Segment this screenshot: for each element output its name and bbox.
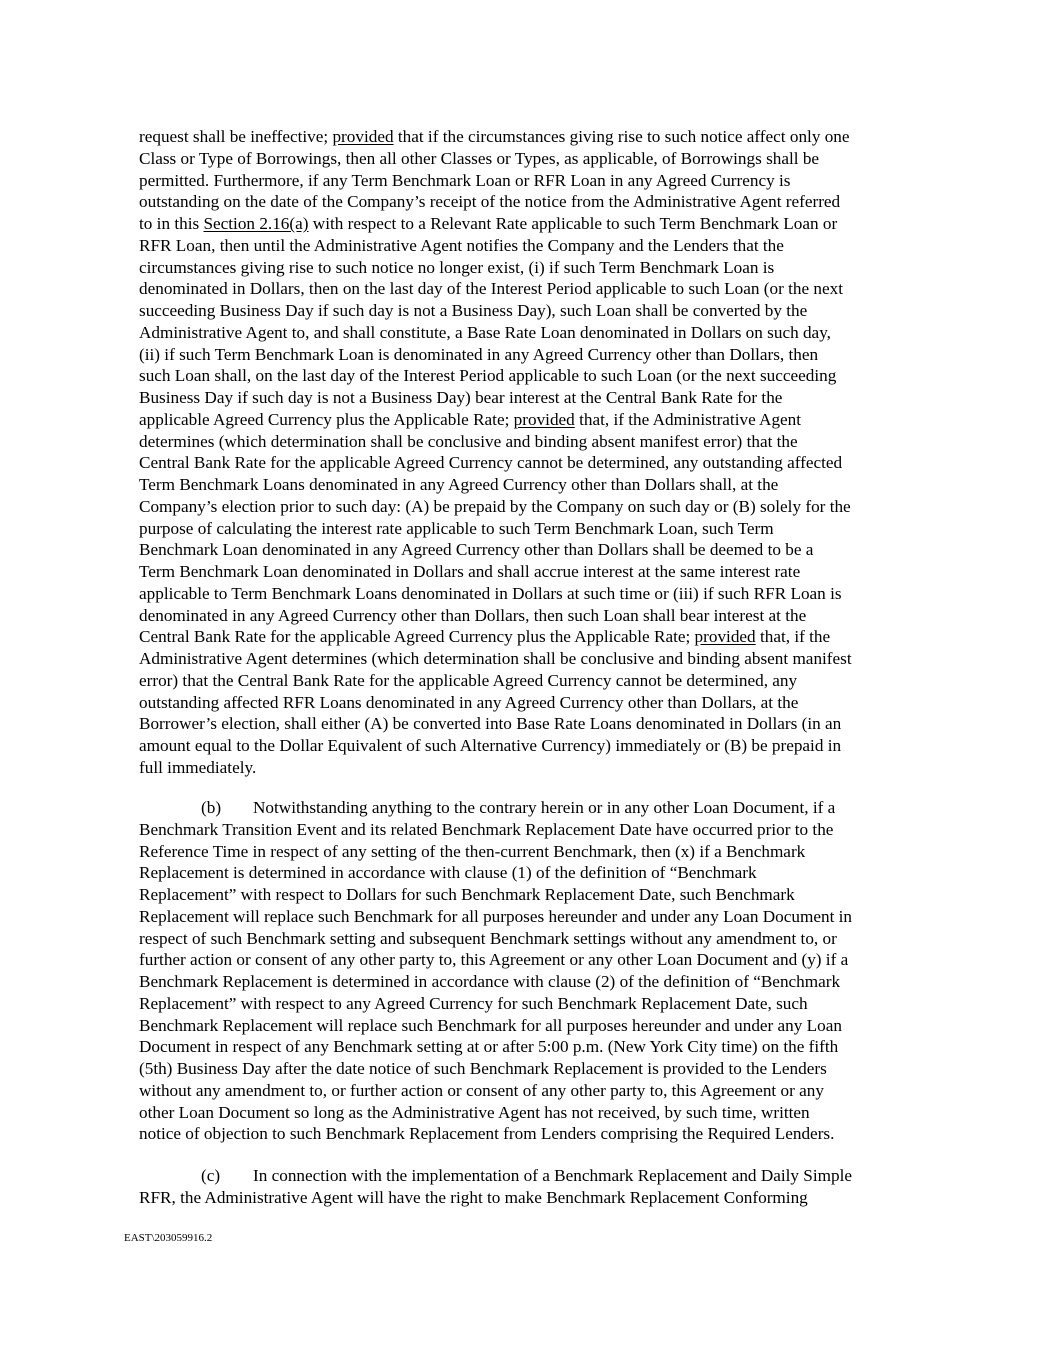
text-line [139, 692, 939, 714]
text-line [139, 1015, 939, 1037]
text-segment: Business Day if such day is not a Business Day) bear interest at the Central Bank Rate for the [139, 388, 783, 407]
text-segment: such Loan shall, on the last day of the Interest Period applicable to such Loan (or the next succeeding [139, 366, 837, 386]
text-line [139, 300, 939, 322]
text-segment: circumstances giving rise to such notice no longer exist, (i) if such Term Benchmark Loan is [139, 257, 775, 277]
text-line [139, 126, 939, 148]
text-segment: determines (which determination shall be conclusive and binding absent manifest error) that the [139, 431, 798, 451]
text-segment: RFR Loan, then until the Administrative Agent notifies the Company and the Lenders that the [139, 235, 784, 255]
text-segment: request shall be ineffective; [139, 127, 333, 146]
paragraph-a-continued [139, 126, 939, 779]
text-segment: Benchmark Transition Event and its related Benchmark Replacement Date have occurred prior to the [139, 819, 834, 839]
text-line [139, 757, 939, 779]
text-segment: purpose of calculating the interest rate applicable to such Term Benchmark Loan, such Term [139, 518, 774, 538]
underlined-term: provided [513, 409, 575, 429]
text-line [139, 626, 939, 648]
text-line [139, 928, 939, 950]
text-line [139, 841, 939, 863]
text-segment: (5th) Business Day after the date notice of such Benchmark Replacement is provided to the Lenders [139, 1059, 827, 1078]
text-segment: further action or consent of any other party to, this Agreement or any other Loan Document and (y) if a [139, 950, 849, 970]
text-line [139, 713, 939, 735]
underlined-term: provided [694, 627, 756, 647]
text-line [139, 474, 939, 496]
text-line [139, 884, 939, 906]
text-line [139, 170, 939, 192]
text-segment: Replacement is determined in accordance with clause (1) of the definition of “Benchmark [139, 863, 757, 883]
text-segment: In connection with the implementation of a Benchmark Replacement and Daily Simple [253, 1166, 853, 1185]
text-line [139, 993, 939, 1015]
text-segment: Document in respect of any Benchmark setting at or after 5:00 p.m. (New York City time) on the fifth [139, 1037, 839, 1057]
text-segment: denominated in Dollars, then on the last day of the Interest Period applicable to such Loan (or the next [139, 279, 844, 299]
text-segment: outstanding affected RFR Loans denominated in any Agreed Currency other than Dollars, at the [139, 692, 799, 712]
text-segment: Notwithstanding anything to the contrary herein or in any other Loan Document, if a [253, 798, 836, 817]
text-line [139, 148, 939, 170]
text-segment: Class or Type of Borrowings, then all other Classes or Types, as applicable, of Borrowings shall be [139, 148, 820, 168]
text-line [139, 1080, 939, 1102]
text-segment: without any amendment to, or further action or consent of any other party to, this Agreement or any [139, 1080, 824, 1100]
text-line [139, 257, 939, 279]
text-segment: Benchmark Replacement will replace such Benchmark for all purposes hereunder and under any Loan [139, 1015, 842, 1035]
text-segment: notice of objection to such Benchmark Replacement from Lenders comprising the Required Lenders. [139, 1124, 835, 1144]
text-line [139, 322, 939, 344]
text-line [139, 452, 939, 474]
text-line [139, 819, 939, 841]
text-segment: Borrower’s election, shall either (A) be converted into Base Rate Loans denominated in Dollars (in an [139, 714, 842, 734]
text-segment: Replacement will replace such Benchmark for all purposes hereunder and under any Loan Document in [139, 906, 853, 926]
paragraph-b [139, 797, 939, 1145]
text-line [139, 539, 939, 561]
text-line [139, 1058, 939, 1080]
text-segment: Term Benchmark Loan denominated in Dollars and shall accrue interest at the same interest rate [139, 562, 801, 581]
text-line [139, 431, 939, 453]
text-segment: Benchmark Loan denominated in any Agreed Currency other than Dollars shall be deemed to be a [139, 540, 814, 560]
text-line [139, 862, 939, 884]
text-segment: full immediately. [139, 757, 257, 777]
text-line [139, 191, 939, 213]
text-line [139, 1123, 939, 1145]
text-segment: Company’s election prior to such day: (A) be prepaid by the Company on such day or (B) solely for the [139, 496, 851, 516]
text-line [139, 1187, 939, 1209]
text-line [139, 971, 939, 993]
text-line [139, 648, 939, 670]
text-segment: respect of such Benchmark setting and subsequent Benchmark settings without any amendment to, or [139, 928, 837, 948]
paragraph-marker: (b) [201, 798, 222, 817]
text-line [139, 949, 939, 971]
text-segment: Administrative Agent to, and shall constitute, a Base Rate Loan denominated in Dollars on such day, [139, 322, 831, 342]
text-line [139, 278, 939, 300]
footer-document-id: EAST\203059916.2 [124, 1232, 213, 1244]
text-line [139, 387, 939, 409]
text-line [139, 906, 939, 928]
text-line [139, 797, 939, 819]
text-line [139, 605, 939, 627]
text-segment: other Loan Document so long as the Administrative Agent has not received, by such time, written [139, 1102, 810, 1122]
text-line [139, 1036, 939, 1058]
text-line [139, 213, 939, 235]
text-segment: Central Bank Rate for the applicable Agreed Currency plus the Applicable Rate; [139, 627, 695, 647]
text-segment: permitted. Furthermore, if any Term Benchmark Loan or RFR Loan in any Agreed Currency is [139, 170, 791, 190]
text-line [139, 735, 939, 757]
text-line [139, 518, 939, 540]
text-segment: that, if the [755, 627, 831, 647]
paragraph-marker: (c) [201, 1166, 221, 1185]
text-segment: Benchmark Replacement is determined in accordance with clause (2) of the definition of “Benchmark [139, 972, 841, 991]
text-line [139, 670, 939, 692]
underlined-term: Section 2.16(a) [203, 214, 309, 233]
text-line [139, 1165, 939, 1187]
text-segment: succeeding Business Day if such day is not a Business Day), such Loan shall be converted by the [139, 301, 808, 320]
text-segment: with respect to a Relevant Rate applicable to such Term Benchmark Loan or [308, 214, 838, 233]
text-line [139, 365, 939, 387]
text-segment: amount equal to the Dollar Equivalent of such Alternative Currency) immediately or (B) be prepaid in [139, 736, 842, 755]
text-line [139, 409, 939, 431]
text-segment: Term Benchmark Loans denominated in any Agreed Currency other than Dollars shall, at the [139, 475, 779, 494]
text-segment: that if the circumstances giving rise to such notice affect only one [393, 127, 850, 146]
text-segment: applicable Agreed Currency plus the Applicable Rate; [139, 409, 514, 429]
underlined-term: provided [332, 127, 394, 146]
text-segment: that, if the Administrative Agent [574, 409, 802, 429]
text-segment: applicable to Term Benchmark Loans denominated in Dollars at such time or (iii) if such RFR Loan is [139, 583, 842, 603]
text-segment: to in this [139, 214, 204, 233]
text-segment: Replacement” with respect to Dollars for such Benchmark Replacement Date, such Benchmark [139, 885, 795, 904]
paragraph-c [139, 1165, 939, 1209]
text-segment: denominated in any Agreed Currency other than Dollars, then such Loan shall bear interest at the [139, 605, 807, 625]
text-segment: Replacement” with respect to any Agreed Currency for such Benchmark Replacement Date, such [139, 993, 808, 1013]
text-line [139, 235, 939, 257]
text-line [139, 561, 939, 583]
text-segment: outstanding on the date of the Company’s receipt of the notice from the Administrative Agent referred [139, 192, 841, 212]
text-segment: Administrative Agent determines (which determination shall be conclusive and binding absent manifest [139, 649, 852, 668]
text-segment: Central Bank Rate for the applicable Agreed Currency cannot be determined, any outstanding affected [139, 453, 843, 473]
text-segment: (ii) if such Term Benchmark Loan is denominated in any Agreed Currency other than Dollars, then [139, 344, 819, 364]
text-line [139, 1102, 939, 1124]
text-segment: RFR, the Administrative Agent will have the right to make Benchmark Replacement Conforming [139, 1187, 808, 1207]
text-segment: Reference Time in respect of any setting of the then-current Benchmark, then (x) if a Benchmark [139, 841, 806, 861]
text-line [139, 496, 939, 518]
text-segment: error) that the Central Bank Rate for the applicable Agreed Currency cannot be determined, any [139, 670, 798, 690]
text-line [139, 344, 939, 366]
text-line [139, 583, 939, 605]
